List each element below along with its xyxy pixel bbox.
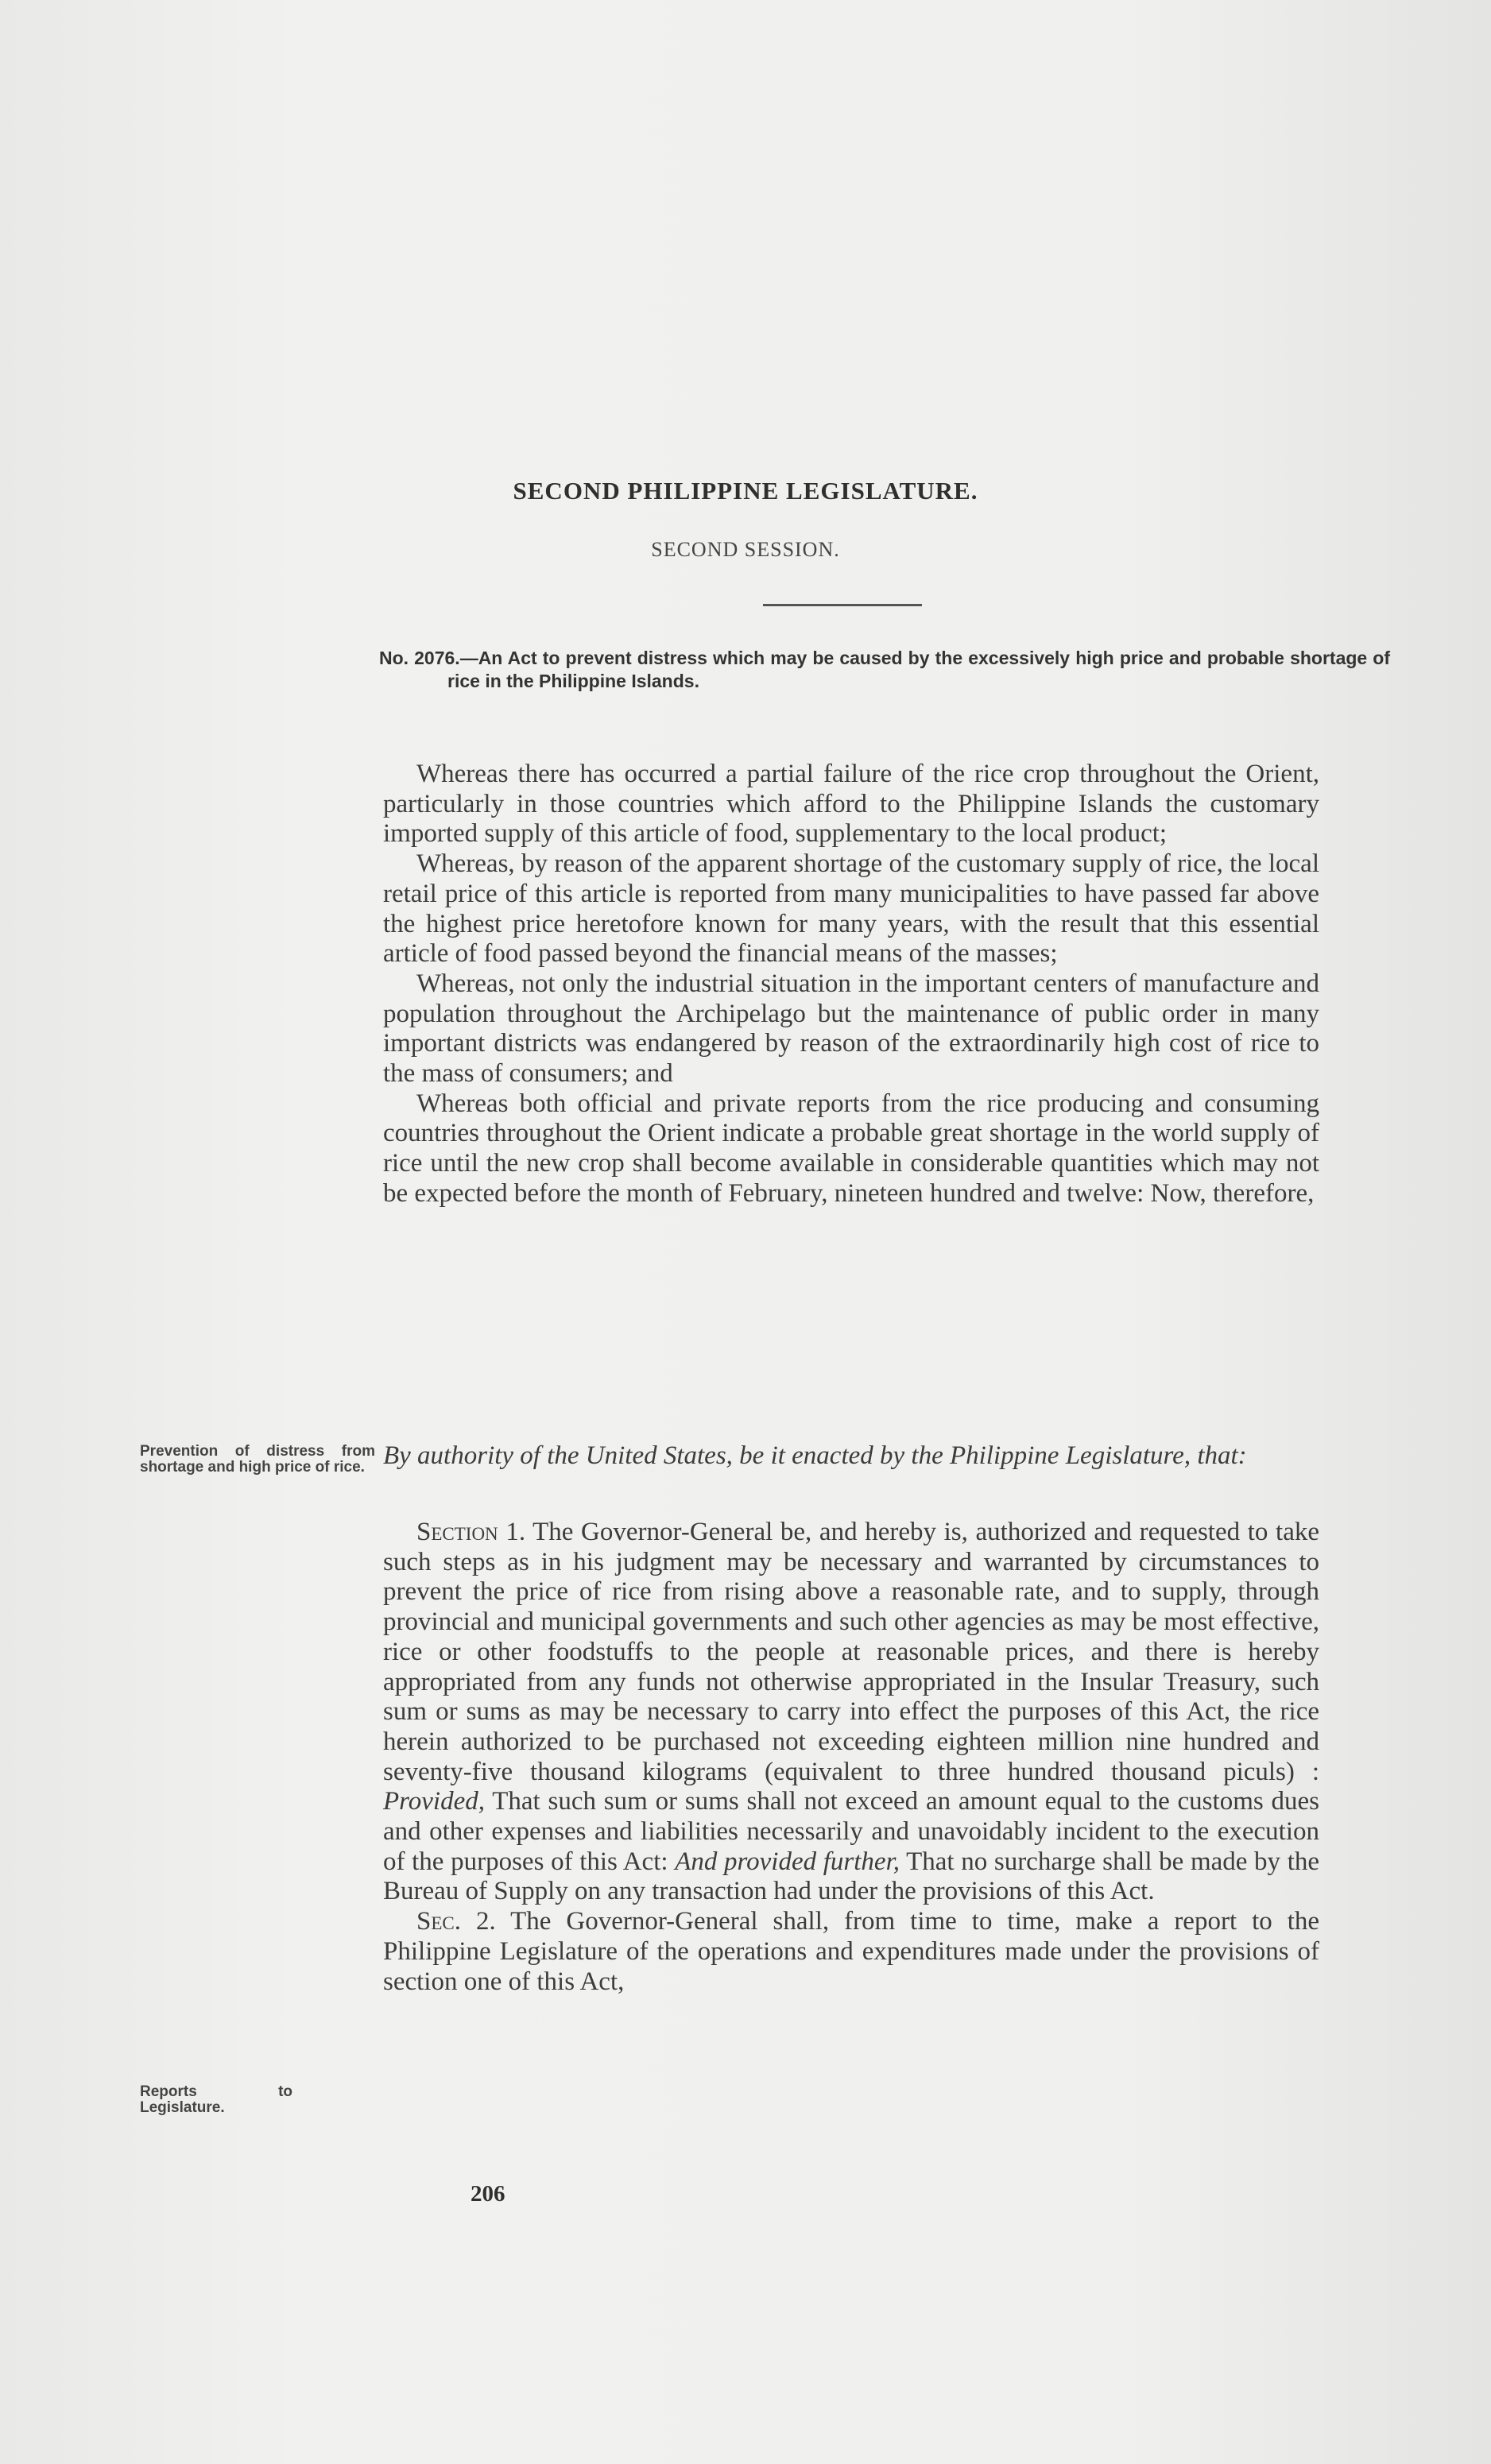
margin-note-reports: Reports to Legislature. — [140, 2083, 292, 2116]
legislature-title: SECOND PHILIPPINE LEGISLATURE. — [513, 477, 978, 505]
preamble-paragraph: Whereas, by reason of the apparent shortage of the customary supply of rice, the local retail price of this article is reported from many municipalities to have passed far above the highest price heretofore known for many years, with the result that this essential article of food passed beyond the financial means of the masses; — [383, 849, 1319, 969]
act-heading: No. 2076.—An Act to prevent distress which may be caused by the excessively high price and probable shortage of rice in the Philippine Islands. — [379, 648, 1390, 691]
section-number: 1. — [505, 1518, 526, 1546]
divider-rule — [763, 604, 922, 606]
session-subtitle: SECOND SESSION. — [651, 538, 840, 561]
section-text: That such sum or sums shall not exceed an amount equal to the customs dues and other expenses and liabilities necessarily and unavoidably incident to the execution of the purposes of this Act: — [383, 1787, 1319, 1876]
preamble — [383, 760, 1319, 1209]
section-label: Sec. — [416, 1907, 461, 1936]
preamble-paragraph: Whereas, not only the industrial situation in the important centers of manufacture and population throughout the Archipelago but the maintenance of public order in many important districts was endangered by reason of the extraordinarily high cost of rice to the mass of consumers; and — [383, 969, 1319, 1089]
preamble-paragraph: Whereas there has occurred a partial failure of the rice crop throughout the Orient, particularly in those countries which afford to the Philippine Islands the customary imported supply of this article of food, supplementary to the local product; — [383, 760, 1319, 849]
sections — [383, 1518, 1319, 1997]
section-text: The Governor-General be, and hereby is, authorized and requested to take such steps as in his judgment may be necessary and warranted by circumstances to prevent the price of rice from rising above a reasonable rate, and to supply, through provincial and municipal governments and such other agencies as may be most effective, rice or other foodstuffs to the people at reasonable prices, and there is hereby appropriated from any funds not otherwise appropriated in the Insular Treasury, such sum or sums as may be necessary to carry into effect the purposes of this Act, the rice herein authorized to be purchased not exceeding eighteen million nine hundred and seventy-five thousand kilograms (equivalent to three hundred thousand piculs) : — [383, 1518, 1320, 1786]
page-number: 206 — [471, 2181, 505, 2207]
section-number: 2. — [475, 1907, 496, 1936]
section-2 — [383, 1907, 1319, 1997]
section-text: The Governor-General shall, from time to time, make a report to the Philippine Legislature of the operations and expenditures made under the provisions of section one of this Act, — [383, 1907, 1320, 1996]
preamble-paragraph: Whereas both official and private reports from the rice producing and consuming countries throughout the Orient indicate a probable great shortage in the world supply of rice until the new crop shall become available in considerable quantities which may not be expected before the month of February, nineteen hundred and twelve: Now, therefore, — [383, 1089, 1319, 1208]
section-label: Section — [416, 1518, 498, 1546]
proviso: Provided, — [383, 1787, 485, 1816]
section-text: That no surcharge shall be made by the Bureau of Supply on any transaction had under the provisions of this Act. — [383, 1847, 1320, 1906]
section-1 — [383, 1518, 1319, 1907]
enacting-clause: By authority of the United States, be it enacted by the Philippine Legislature, that: — [383, 1441, 1247, 1470]
margin-note-prevention: Prevention of distress from shortage and high price of rice. — [140, 1443, 375, 1476]
proviso: And provided further, — [675, 1847, 900, 1876]
